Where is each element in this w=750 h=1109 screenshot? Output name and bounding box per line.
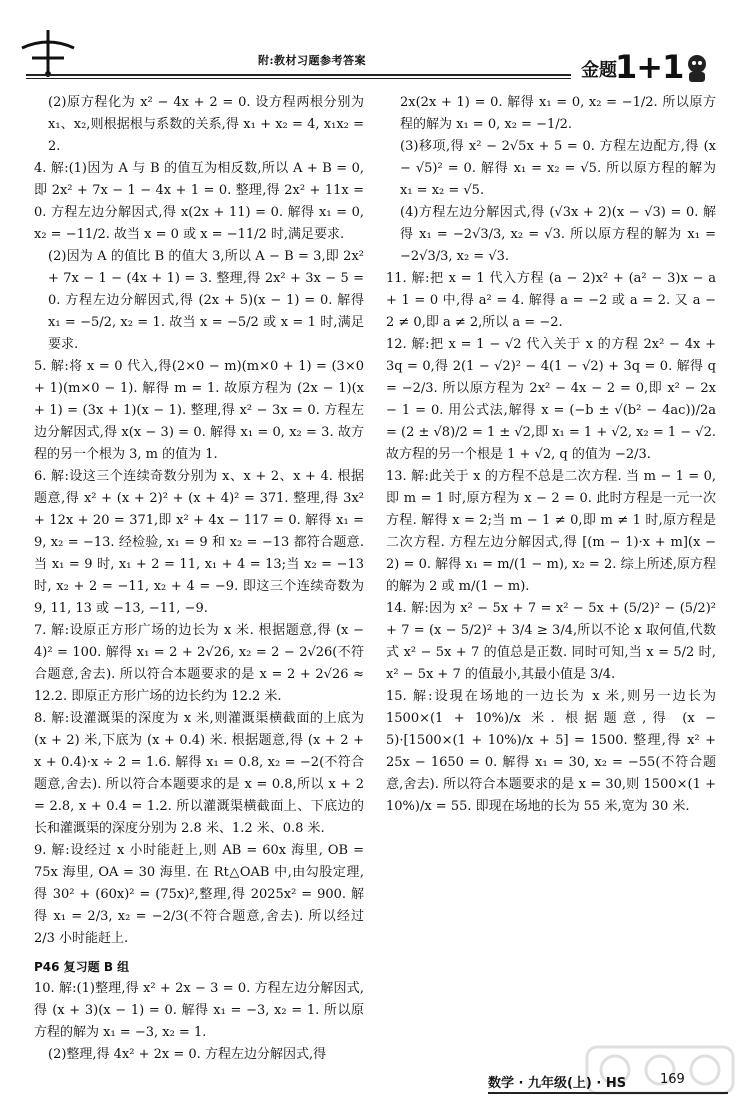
left-column <box>34 92 364 1066</box>
answer-paragraph: 8. 解:设灌溉渠的深度为 x 米,则灌溉渠横截面的上底为 (x + 2) 米,下底为 (x + 0.4) 米. 根据题意,得 (x + 2 + x + 0.4)·x ÷ 2 = 1.6. 解得 x₁ = 0.8, x₂ = −2(不符合题意,舍去). 所以符合本题要求的是 x = 0.8,所以 x + 2 = 2.8, x + 0.4 = 1.2. 所以灌溉渠横截面上、下底边的长和灌溉渠的深度分别为 2.8 米、1.2 米、0.8 米. <box>34 711 364 836</box>
answer-paragraph: 4. 解:(1)因为 A 与 B 的值互为相反数,所以 A + B = 0,即 2x² + 7x − 1 − 4x + 1 = 0. 整理,得 2x² + 11x = 0. 方程左边分解因式,得 x(2x + 11) = 0. 解得 x₁ = 0, x₂ = −11/2. 故当 x = 0 或 x = −11/2 时,满足要求. <box>34 161 364 242</box>
section-heading: P46 复习题 B 组 <box>34 960 130 974</box>
answer-paragraph: (4)方程左边分解因式,得 (√3x + 2)(x − √3) = 0. 解得 x₁ = −2√3/3, x₂ = √3. 所以原方程的解为 x₁ = −2√3/3, x₂ = √3. <box>400 205 716 264</box>
answer-paragraph: (2)整理,得 4x² + 2x = 0. 方程左边分解因式,得 <box>48 1047 327 1062</box>
mascot-icon <box>683 52 711 84</box>
answer-paragraph: 12. 解:把 x = 1 − √2 代入关于 x 的方程 2x² − 4x + 3q = 0,得 2(1 − √2)² − 4(1 − √2) + 3q = 0. 解得 q = −2/3. 所以原方程为 2x² − 4x − 2 = 0,即 x² − 2x − 1 = 0. 用公式法,解得 x = (−b ± √(b² − 4ac))/2a = (2 ± √8)/2 = 1 ± √2,即 x₁ = 1 + √2, x₂ = 1 − √2. 故方程的另一个根是 1 + √2, q 的值为 −2/3. <box>386 337 716 462</box>
decorative-logo-icon <box>18 28 78 78</box>
answer-paragraph: 7. 解:设原正方形广场的边长为 x 米. 根据题意,得 (x − 4)² = 100. 解得 x₁ = 2 + 2√26, x₂ = 2 − 2√26(不符合题意,舍去). 所以符合本题要求的是 x = 2 + 2√26 ≈ 12.2. 即原正方形广场的边长约为 12.2 米. <box>34 623 364 704</box>
brand-number: 1+1 <box>615 48 684 86</box>
footer-rule <box>488 1092 728 1094</box>
answer-paragraph: 10. 解:(1)整理,得 x² + 2x − 3 = 0. 方程左边分解因式,得 (x + 3)(x − 1) = 0. 解得 x₁ = −3, x₂ = 1. 所以原方程的解为 x₁ = −3, x₂ = 1. <box>34 981 364 1040</box>
answer-paragraph: 2x(2x + 1) = 0. 解得 x₁ = 0, x₂ = −1/2. 所以原方程的解为 x₁ = 0, x₂ = −1/2. <box>400 95 716 132</box>
page-number: 169 <box>660 1072 685 1087</box>
brand-logo <box>575 48 715 88</box>
header-rule-thin <box>26 78 571 79</box>
right-column <box>386 92 716 818</box>
answer-paragraph: 5. 解:将 x = 0 代入,得(2×0 − m)(m×0 + 1) = (3×0 + 1)(m×0 − 1). 解得 m = 1. 故原方程为 (2x − 1)(x + 1) = (3x + 1)(x − 1). 整理,得 x² − 3x = 0. 方程左边分解因式,得 x(x − 3) = 0. 解得 x₁ = 0, x₂ = 3. 故方程的另一个根为 3, m 的值为 1. <box>34 359 364 462</box>
footer-subject-label: 数学 · 九年级(上) · HS <box>488 1076 627 1091</box>
answer-paragraph: (2)因为 A 的值比 B 的值大 3,所以 A − B = 3,即 2x² + 7x − 1 − (4x + 1) = 3. 整理,得 2x² + 3x − 5 = 0. 方程左边分解因式,得 (2x + 5)(x − 1) = 0. 解得 x₁ = −5/2, x₂ = 1. 故当 x = −5/2 或 x = 1 时,满足要求. <box>48 249 364 352</box>
answer-paragraph: 6. 解:设这三个连续奇数分别为 x、x + 2、x + 4. 根据题意,得 x² + (x + 2)² + (x + 4)² = 371. 整理,得 3x² + 12x + 20 = 371,即 x² + 4x − 117 = 0. 解得 x₁ = 9, x₂ = −13. 经检验, x₁ = 9 和 x₂ = −13 都符合题意. 当 x₁ = 9 时, x₁ + 2 = 11, x₁ + 4 = 13;当 x₂ = −13 时, x₂ + 2 = −11, x₂ + 4 = −9. 即这三个连续奇数为 9, 11, 13 或 −13, −11, −9. <box>34 469 364 616</box>
page-footer <box>488 1062 728 1092</box>
answer-paragraph: (2)原方程化为 x² − 4x + 2 = 0. 设方程两根分别为 x₁、x₂,则根据根与系数的关系,得 x₁ + x₂ = 4, x₁x₂ = 2. <box>48 95 364 154</box>
answer-paragraph: 9. 解:设经过 x 小时能赶上,则 AB = 60x 海里, OB = 75x 海里, OA = 30 海里. 在 Rt△OAB 中,由勾股定理,得 30² + (60x)² = (75x)²,整理,得 2025x² = 900. 解得 x₁ = 2/3, x₂ = −2/3(不符合题意,舍去). 所以经过 2/3 小时能赶上. <box>34 843 364 946</box>
answer-paragraph: 15. 解:设現在场地的一边长为 x 米,则另一边长为 1500×(1 + 10%)/x 米. 根据题意,得 (x − 5)·[1500×(1 + 10%)/x + 5] = 1500. 整理,得 x² + 25x − 1650 = 0. 解得 x₁ = 30, x₂ = −55(不符合题意,舍去). 所以符合本题要求的是 x = 30,则 1500×(1 + 10%)/x = 55. 即现在场地的长为 55 米,宽为 30 米. <box>386 689 716 814</box>
answer-paragraph: 14. 解:因为 x² − 5x + 7 = x² − 5x + (5/2)² − (5/2)² + 7 = (x − 5/2)² + 3/4 ≥ 3/4,所以不论 x 取何值,代数式 x² − 5x + 7 的值总是正数. 同时可知,当 x = 5/2 时, x² − 5x + 7 的值最小,其最小值是 3/4. <box>386 601 716 682</box>
header-rule <box>26 74 571 76</box>
answer-paragraph: (3)移项,得 x² − 2√5x + 5 = 0. 方程左边配方,得 (x − √5)² = 0. 解得 x₁ = x₂ = √5. 所以原方程的解为 x₁ = x₂ = √5. <box>400 139 716 198</box>
answer-paragraph: 11. 解:把 x = 1 代入方程 (a − 2)x² + (a² − 3)x − a + 1 = 0 中,得 a² = 4. 解得 a = −2 或 a = 2. 又 a − 2 ≠ 0,即 a ≠ 2,所以 a = −2. <box>386 271 716 330</box>
answer-paragraph: 13. 解:此关于 x 的方程不总是二次方程. 当 m − 1 = 0,即 m = 1 时,原方程为 x − 2 = 0. 此时方程是一元一次方程. 解得 x = 2;当 m − 1 ≠ 0,即 m ≠ 1 时,原方程是二次方程. 方程左边分解因式,得 [(m − 1)·x + m](x − 2) = 0. 解得 x₁ = m/(1 − m), x₂ = 2. 综上所述,原方程的解为 2 或 m/(1 − m). <box>386 469 716 594</box>
header-title: 附:教材习题参考答案 <box>258 54 367 67</box>
page-header <box>0 0 750 84</box>
brand-word: 金题 <box>581 60 617 81</box>
